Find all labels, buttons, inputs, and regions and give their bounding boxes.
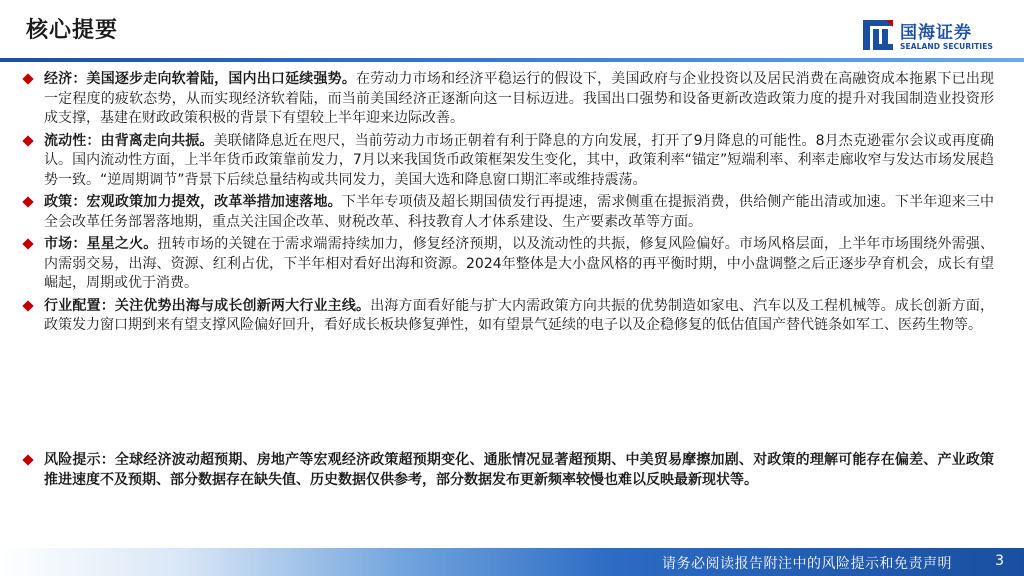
bullet-text: 出海方面看好能与扩大内需政策方向共振的优势制造如家电、汽车以及工程机械等。成长创新方面，政策发力窗口期到来有望支撑风险偏好回升，看好成长板块修复弹性，如有望景气延续的电子以及企稳修复的低估值国产替代链条如军工、医药生物等。 (44, 297, 995, 333)
list-item (22, 70, 994, 129)
diamond-bullet-icon (22, 300, 33, 311)
company-logo (862, 18, 1007, 56)
list-item (22, 132, 994, 191)
page-number: 3 (995, 553, 1004, 569)
diamond-bullet-icon (22, 238, 33, 249)
risk-text: 风险提示：全球经济波动超预期、房地产等宏观经济政策超预期变化、通胀情况显著超预期、中美贸易摩擦加剧、对政策的理解可能存在偏差、产业政策推进速度不及预期、部分数据存在缺失值、历史数据仅供参考，部分数据发布更新频率较慢也难以反映最新现状等。 (44, 452, 994, 488)
logo-text-en: SEALAND SECURITIES (900, 42, 993, 51)
bullet-heading: 市场：星星之火。 (44, 236, 158, 252)
risk-warning (22, 451, 994, 493)
diamond-bullet-icon (22, 196, 33, 207)
list-item (22, 451, 994, 490)
bullet-heading: 行业配置：关注优势出海与成长创新两大行业主线。 (44, 297, 371, 314)
header-divider (0, 58, 1024, 62)
bullet-text: 在劳动力市场和经济平稳运行的假设下，美国政府与企业投资以及居民消费在高融资成本拖累下已出现一定程度的疲软态势，从而实现经济软着陆，而当前美国经济正逐渐向这一目标迈进。我国出口强势和设备更新改造政策力度的提升对我国制造业投资形成支撑，基建在财政政策积极的背景下有望较上半年迎来边际改善。 (44, 71, 994, 126)
bullet-heading: 流动性：由背离走向共振。 (44, 132, 214, 149)
bullet-heading: 政策：宏观政策加力提效，改革举措加速落地。 (44, 194, 342, 210)
list-item (22, 235, 994, 294)
list-item (22, 297, 994, 336)
bullet-text: 扭转市场的关键在于需求端需持续加力，修复经济预期，以及流动性的共振，修复风险偏好。市场风格层面，上半年市场围绕外需强、内需弱交易，出海、资源、红利占优，下半年相对看好出海和资源。2024年整体是大小盘风格的再平衡时期，中小盘调整之后正逐步孕育机会，成长有望崛起，周期或优于消费。 (44, 236, 995, 291)
footer-disclaimer: 请务必阅读报告附注中的风险提示和免责声明 (662, 556, 952, 572)
diamond-bullet-icon (22, 454, 33, 465)
diamond-bullet-icon (22, 73, 33, 84)
bullet-heading: 经济：美国逐步走向软着陆，国内出口延续强势。 (44, 71, 356, 87)
bullet-text: 美联储降息近在咫尺，当前劳动力市场正朝着有利于降息的方向发展，打开了9月降息的可能性。8月杰克逊霍尔会议或再度确认。国内流动性方面，上半年货币政策靠前发力，7月以来我国货币政策框架发生变化，其中，政策利率“锚定”短端利率、利率走廊收窄与发达市场发展趋势一致。“逆周期调节”背景下后续总量结构或共同发力，美国大选和降息窗口期汇率或维持震荡。 (44, 132, 995, 188)
footer-bar (0, 548, 1024, 576)
bullet-text: 下半年专项债及超长期国债发行再提速，需求侧重在提振消费，供给侧产能出清或加速。下半年迎来三中全会改革任务部署落地期，重点关注国企改革、财税改革、科技教育人才体系建设、生产要素改革等方面。 (44, 194, 995, 230)
key-points-list (22, 70, 994, 339)
diamond-bullet-icon (22, 135, 33, 146)
list-item (22, 193, 994, 232)
page-title: 核心提要 (26, 18, 119, 43)
sealand-logo-icon (862, 18, 894, 52)
logo-text-cn: 国海证券 (900, 23, 972, 43)
